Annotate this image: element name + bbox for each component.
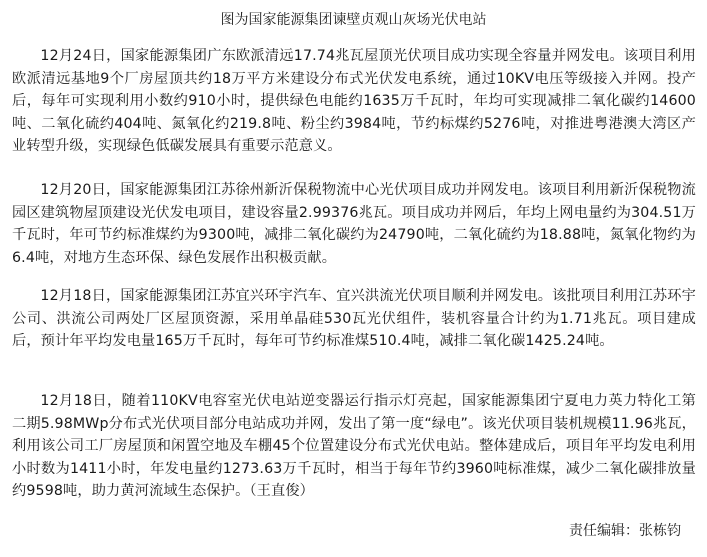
- responsible-editor: 责任编辑：张栋钧: [569, 523, 681, 539]
- image-caption: 图为国家能源集团谏壁贞观山灰场光伏电站: [220, 12, 487, 28]
- news-paragraph-ningxia-yinglite: 12月18日，随着110KV电容室光伏电站逆变器运行指示灯亮起，国家能源集团宁夏电力英力特化工第二期5.98MWp分布式光伏项目部分电站成功并网，发出了第一度“绿电”。该光伏项目装机规模11.96兆瓦，利用该公司工厂房屋顶和闲置空地及车棚45个位置建设分布式光伏电站。整体建成后，项目年平均发电利用小时数为1411小时，年发电量约1273.63万千瓦时，相当于每年节约3960吨标准煤，减少二氧化碳排放量约9598吨，助力黄河流域生态保护。（王直俊）: [12, 393, 696, 500]
- news-paragraph-jiangsu-xuzhou: 12月20日，国家能源集团江苏徐州新沂保税物流中心光伏项目成功并网发电。该项目利用新沂保税物流园区建筑物屋顶建设光伏发电项目，建设容量2.99376兆瓦。项目成功并网后，年均上网电量约为304.51万千瓦时，年可节约标准煤约为9300吨，减排二氧化碳约为24790吨，二氧化硫约为18.88吨，氮氧化物约为6.4吨，对地方生态环保、绿色发展作出积极贡献。: [12, 182, 696, 266]
- news-paragraph-guangdong-qingyuan: 12月24日，国家能源集团广东欧派清远17.74兆瓦屋顶光伏项目成功实现全容量并网发电。该项目利用欧派清远基地9个厂房屋顶共约18万平方米建设分布式光伏发电系统，通过10KV电压等级接入并网。投产后，每年可实现利用小数约910小时，提供绿色电能约1635万千瓦时，年均可实现减排二氧化碳约14600吨、二氧化硫约404吨、氮氧化约219.8吨、粉尘约3984吨，节约标煤约5276吨，对推进粤港澳大湾区产业转型升级，实现绿色低碳发展具有重要示范意义。: [12, 48, 696, 155]
- news-paragraph-jiangsu-yixing: 12月18日，国家能源集团江苏宜兴环宇汽车、宜兴洪流光伏项目顺利并网发电。该批项目利用江苏环宇公司、洪流公司两处厂区屋顶资源，采用单晶硅530瓦光伏组件，装机容量合计约为1.71兆瓦。项目建成后，预计年平均发电量165万千瓦时，每年可节约标准煤510.4吨，减排二氧化碳1425.24吨。: [12, 288, 696, 350]
